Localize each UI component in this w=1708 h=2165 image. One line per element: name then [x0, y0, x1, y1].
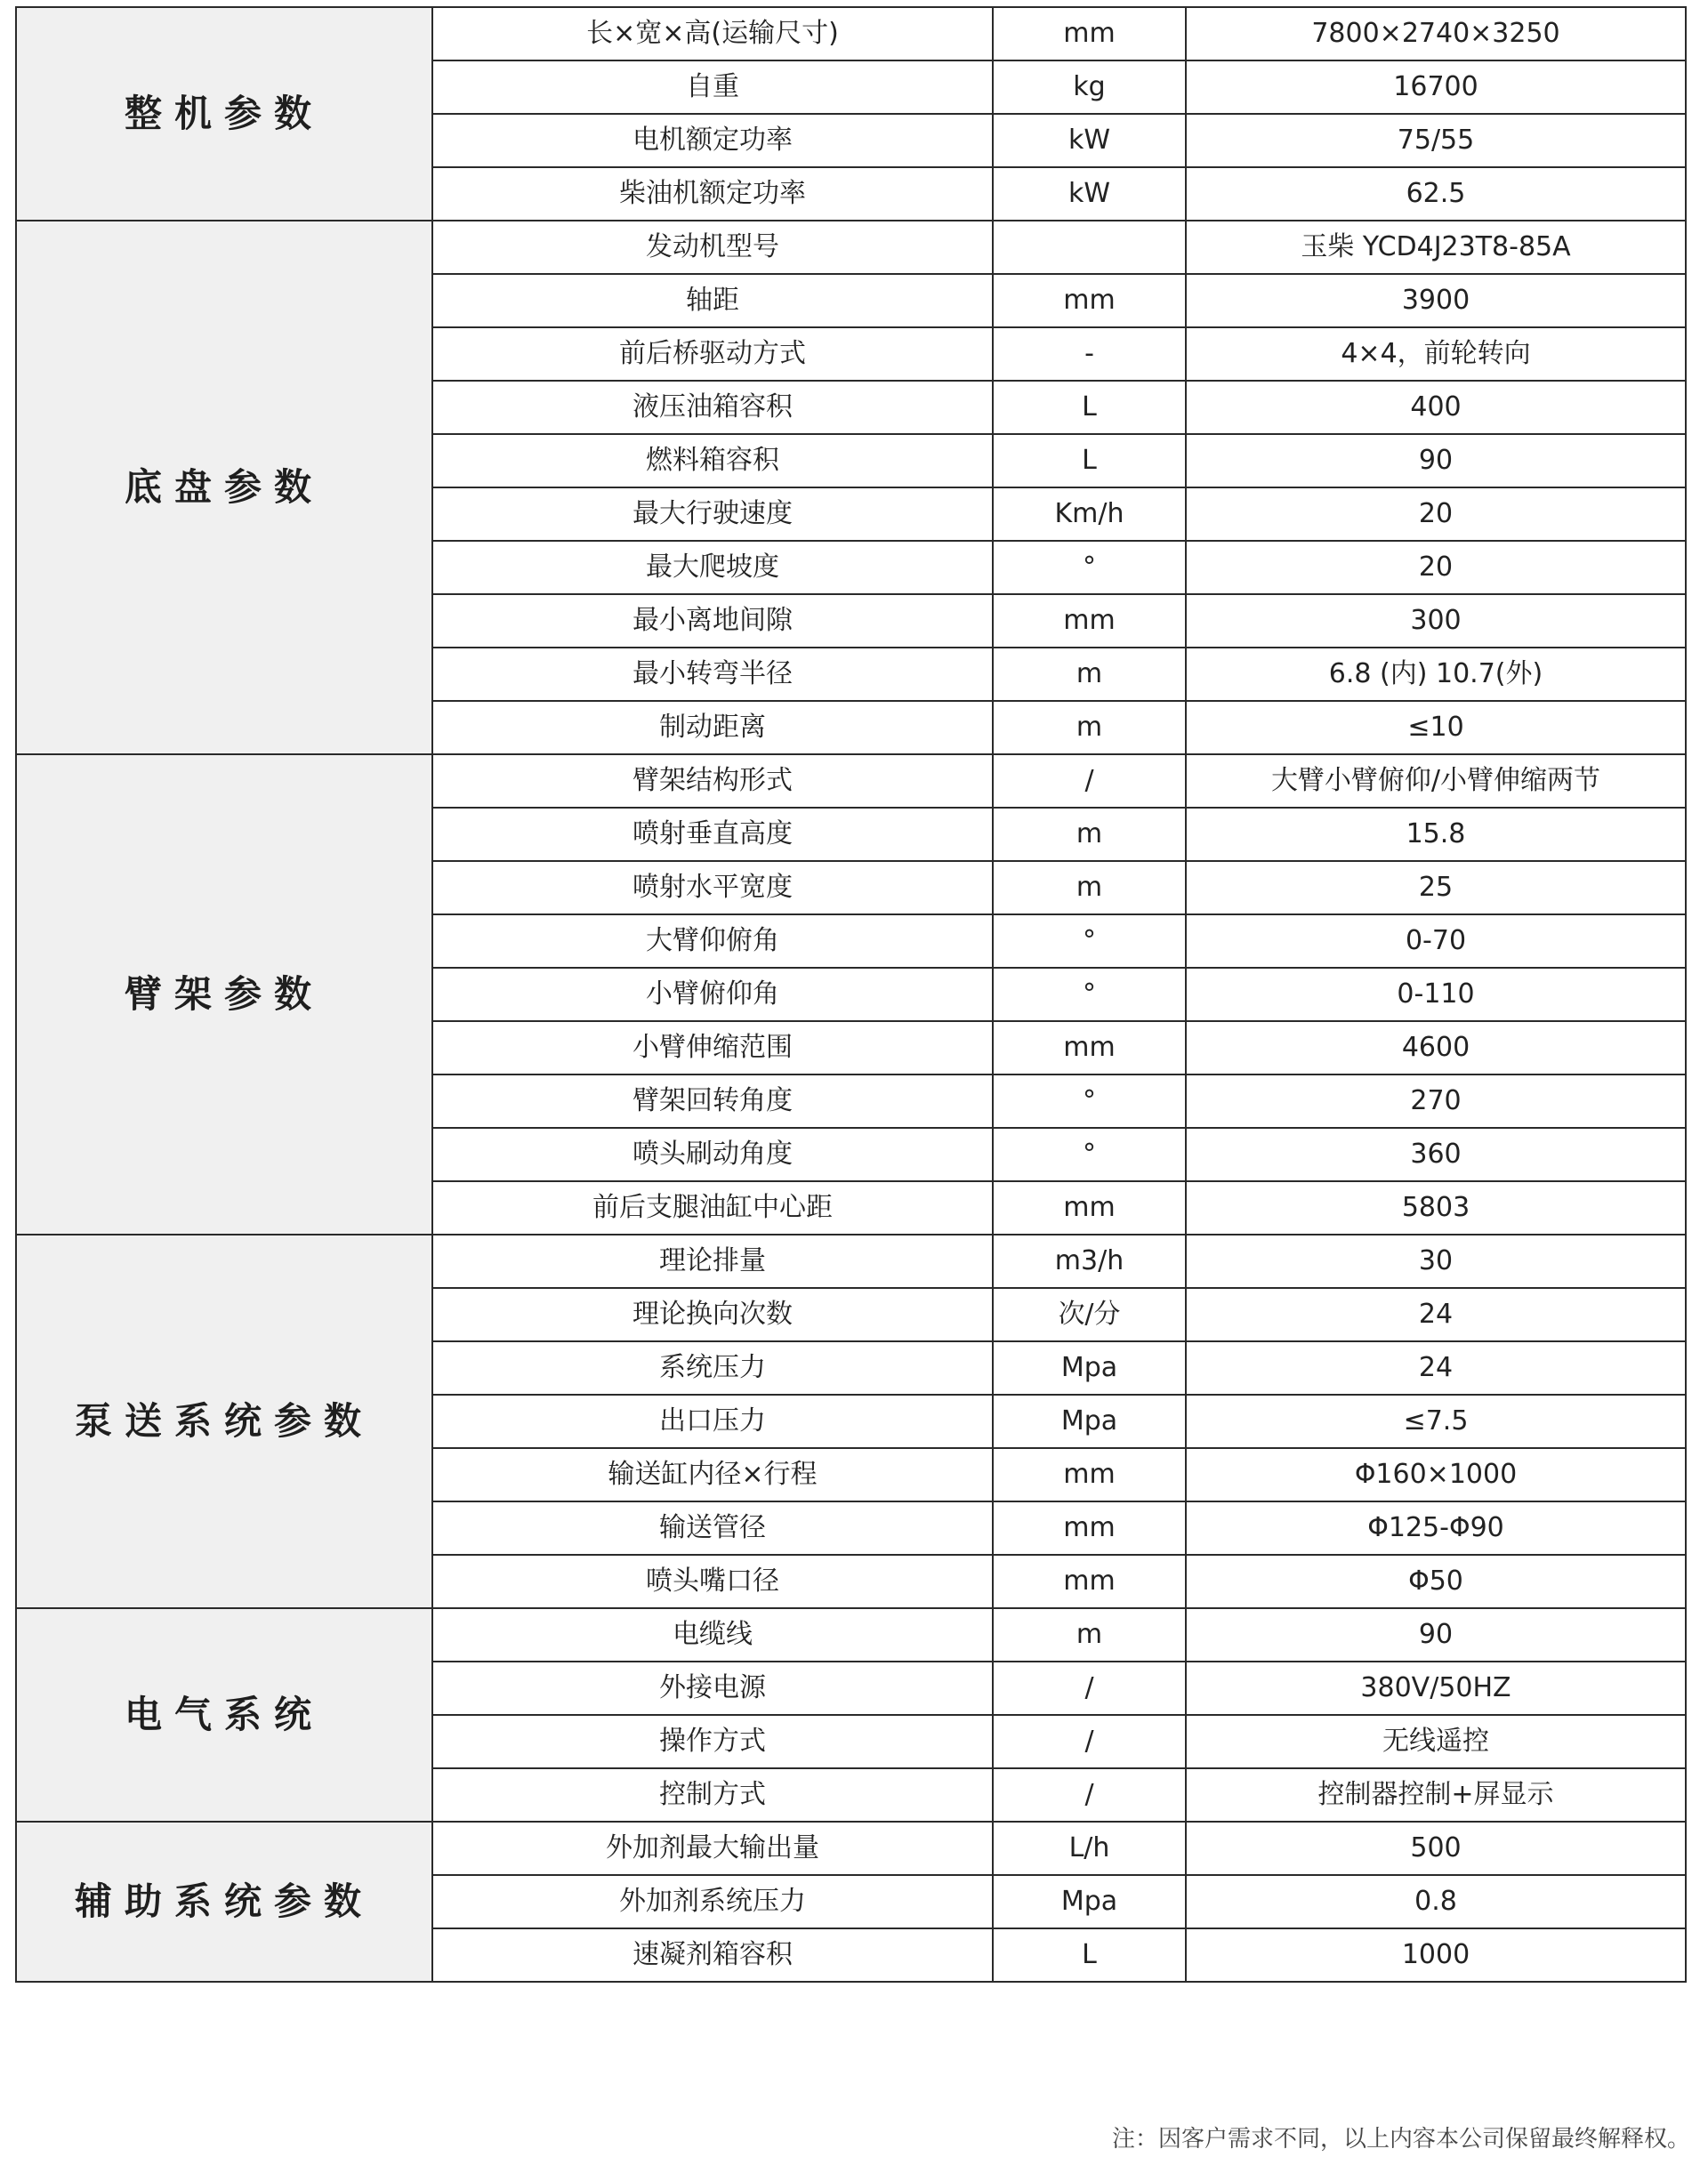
param-name-cell: 最小转弯半径: [432, 648, 993, 701]
param-name-cell: 自重: [432, 60, 993, 114]
value-cell: 24: [1186, 1288, 1686, 1341]
unit-cell: mm: [993, 1021, 1186, 1074]
value-cell: 25: [1186, 861, 1686, 914]
value-cell: 90: [1186, 434, 1686, 487]
param-name-cell: 喷头嘴口径: [432, 1555, 993, 1608]
unit-cell: Mpa: [993, 1341, 1186, 1395]
param-name-cell: 外加剂系统压力: [432, 1875, 993, 1928]
unit-cell: -: [993, 327, 1186, 381]
param-name-cell: 电缆线: [432, 1608, 993, 1662]
value-cell: 0.8: [1186, 1875, 1686, 1928]
param-name-cell: 操作方式: [432, 1715, 993, 1768]
group-label: 整机参数: [16, 7, 432, 221]
param-name-cell: 柴油机额定功率: [432, 167, 993, 221]
param-name-cell: 输送缸内径×行程: [432, 1448, 993, 1501]
value-cell: 90: [1186, 1608, 1686, 1662]
param-name-cell: 电机额定功率: [432, 114, 993, 167]
value-cell: 6.8 (内) 10.7(外): [1186, 648, 1686, 701]
table-row: [16, 754, 1686, 808]
value-cell: 24: [1186, 1341, 1686, 1395]
unit-cell: kW: [993, 167, 1186, 221]
value-cell: 大臂小臂俯仰/小臂伸缩两节: [1186, 754, 1686, 808]
value-cell: 3900: [1186, 274, 1686, 327]
value-cell: ≤10: [1186, 701, 1686, 754]
value-cell: 无线遥控: [1186, 1715, 1686, 1768]
unit-cell: mm: [993, 594, 1186, 648]
param-name-cell: 喷射水平宽度: [432, 861, 993, 914]
group-label: 电气系统: [16, 1608, 432, 1822]
unit-cell: m: [993, 808, 1186, 861]
value-cell: Φ160×1000: [1186, 1448, 1686, 1501]
value-cell: 62.5: [1186, 167, 1686, 221]
group-label: 辅助系统参数: [16, 1822, 432, 1982]
unit-cell: m: [993, 701, 1186, 754]
param-name-cell: 发动机型号: [432, 221, 993, 274]
group-label: 泵送系统参数: [16, 1235, 432, 1608]
unit-cell: mm: [993, 274, 1186, 327]
param-name-cell: 大臂仰俯角: [432, 914, 993, 968]
value-cell: Φ50: [1186, 1555, 1686, 1608]
table-row: [16, 1608, 1686, 1662]
param-name-cell: 燃料箱容积: [432, 434, 993, 487]
param-name-cell: 最小离地间隙: [432, 594, 993, 648]
unit-cell: kg: [993, 60, 1186, 114]
value-cell: 16700: [1186, 60, 1686, 114]
unit-cell: mm: [993, 1181, 1186, 1235]
param-name-cell: 理论换向次数: [432, 1288, 993, 1341]
table-row: [16, 1235, 1686, 1288]
unit-cell: °: [993, 968, 1186, 1021]
param-name-cell: 臂架结构形式: [432, 754, 993, 808]
value-cell: 4×4，前轮转向: [1186, 327, 1686, 381]
footnote: 注：因客户需求不同，以上内容本公司保留最终解释权。: [1111, 2126, 1690, 2153]
value-cell: 0-110: [1186, 968, 1686, 1021]
unit-cell: L: [993, 434, 1186, 487]
group-label: 底盘参数: [16, 221, 432, 754]
unit-cell: mm: [993, 1501, 1186, 1555]
unit-cell: mm: [993, 7, 1186, 60]
value-cell: 4600: [1186, 1021, 1686, 1074]
param-name-cell: 制动距离: [432, 701, 993, 754]
value-cell: 5803: [1186, 1181, 1686, 1235]
unit-cell: m: [993, 648, 1186, 701]
unit-cell: kW: [993, 114, 1186, 167]
value-cell: 300: [1186, 594, 1686, 648]
param-name-cell: 速凝剂箱容积: [432, 1928, 993, 1982]
value-cell: 30: [1186, 1235, 1686, 1288]
value-cell: 0-70: [1186, 914, 1686, 968]
value-cell: 75/55: [1186, 114, 1686, 167]
group-label: 臂架参数: [16, 754, 432, 1235]
value-cell: 360: [1186, 1128, 1686, 1181]
unit-cell: /: [993, 754, 1186, 808]
unit-cell: m3/h: [993, 1235, 1186, 1288]
value-cell: 15.8: [1186, 808, 1686, 861]
param-name-cell: 出口压力: [432, 1395, 993, 1448]
param-name-cell: 喷头刷动角度: [432, 1128, 993, 1181]
value-cell: 270: [1186, 1074, 1686, 1128]
param-name-cell: 液压油箱容积: [432, 381, 993, 434]
param-name-cell: 输送管径: [432, 1501, 993, 1555]
spec-table-body: [16, 7, 1686, 1982]
unit-cell: mm: [993, 1448, 1186, 1501]
unit-cell: °: [993, 1128, 1186, 1181]
value-cell: Φ125-Φ90: [1186, 1501, 1686, 1555]
unit-cell: 次/分: [993, 1288, 1186, 1341]
unit-cell: /: [993, 1768, 1186, 1822]
unit-cell: Km/h: [993, 487, 1186, 541]
unit-cell: L/h: [993, 1822, 1186, 1875]
unit-cell: Mpa: [993, 1395, 1186, 1448]
spec-table: [15, 6, 1687, 1983]
unit-cell: m: [993, 1608, 1186, 1662]
value-cell: ≤7.5: [1186, 1395, 1686, 1448]
param-name-cell: 前后桥驱动方式: [432, 327, 993, 381]
value-cell: 400: [1186, 381, 1686, 434]
value-cell: 380V/50HZ: [1186, 1662, 1686, 1715]
value-cell: 玉柴 YCD4J23T8-85A: [1186, 221, 1686, 274]
param-name-cell: 小臂俯仰角: [432, 968, 993, 1021]
unit-cell: mm: [993, 1555, 1186, 1608]
value-cell: 7800×2740×3250: [1186, 7, 1686, 60]
value-cell: 500: [1186, 1822, 1686, 1875]
param-name-cell: 系统压力: [432, 1341, 993, 1395]
value-cell: 1000: [1186, 1928, 1686, 1982]
table-row: [16, 221, 1686, 274]
param-name-cell: 小臂伸缩范围: [432, 1021, 993, 1074]
unit-cell: m: [993, 861, 1186, 914]
unit-cell: °: [993, 1074, 1186, 1128]
unit-cell: /: [993, 1715, 1186, 1768]
value-cell: 控制器控制+屏显示: [1186, 1768, 1686, 1822]
unit-cell: L: [993, 1928, 1186, 1982]
value-cell: 20: [1186, 541, 1686, 594]
param-name-cell: 最大行驶速度: [432, 487, 993, 541]
param-name-cell: 前后支腿油缸中心距: [432, 1181, 993, 1235]
unit-cell: Mpa: [993, 1875, 1186, 1928]
param-name-cell: 外接电源: [432, 1662, 993, 1715]
unit-cell: °: [993, 541, 1186, 594]
value-cell: 20: [1186, 487, 1686, 541]
table-row: [16, 1822, 1686, 1875]
unit-cell: L: [993, 381, 1186, 434]
param-name-cell: 外加剂最大输出量: [432, 1822, 993, 1875]
table-row: [16, 7, 1686, 60]
param-name-cell: 最大爬坡度: [432, 541, 993, 594]
param-name-cell: 轴距: [432, 274, 993, 327]
param-name-cell: 理论排量: [432, 1235, 993, 1288]
unit-cell: °: [993, 914, 1186, 968]
param-name-cell: 臂架回转角度: [432, 1074, 993, 1128]
unit-cell: [993, 221, 1186, 274]
param-name-cell: 喷射垂直高度: [432, 808, 993, 861]
param-name-cell: 长×宽×高(运输尺寸): [432, 7, 993, 60]
param-name-cell: 控制方式: [432, 1768, 993, 1822]
unit-cell: /: [993, 1662, 1186, 1715]
